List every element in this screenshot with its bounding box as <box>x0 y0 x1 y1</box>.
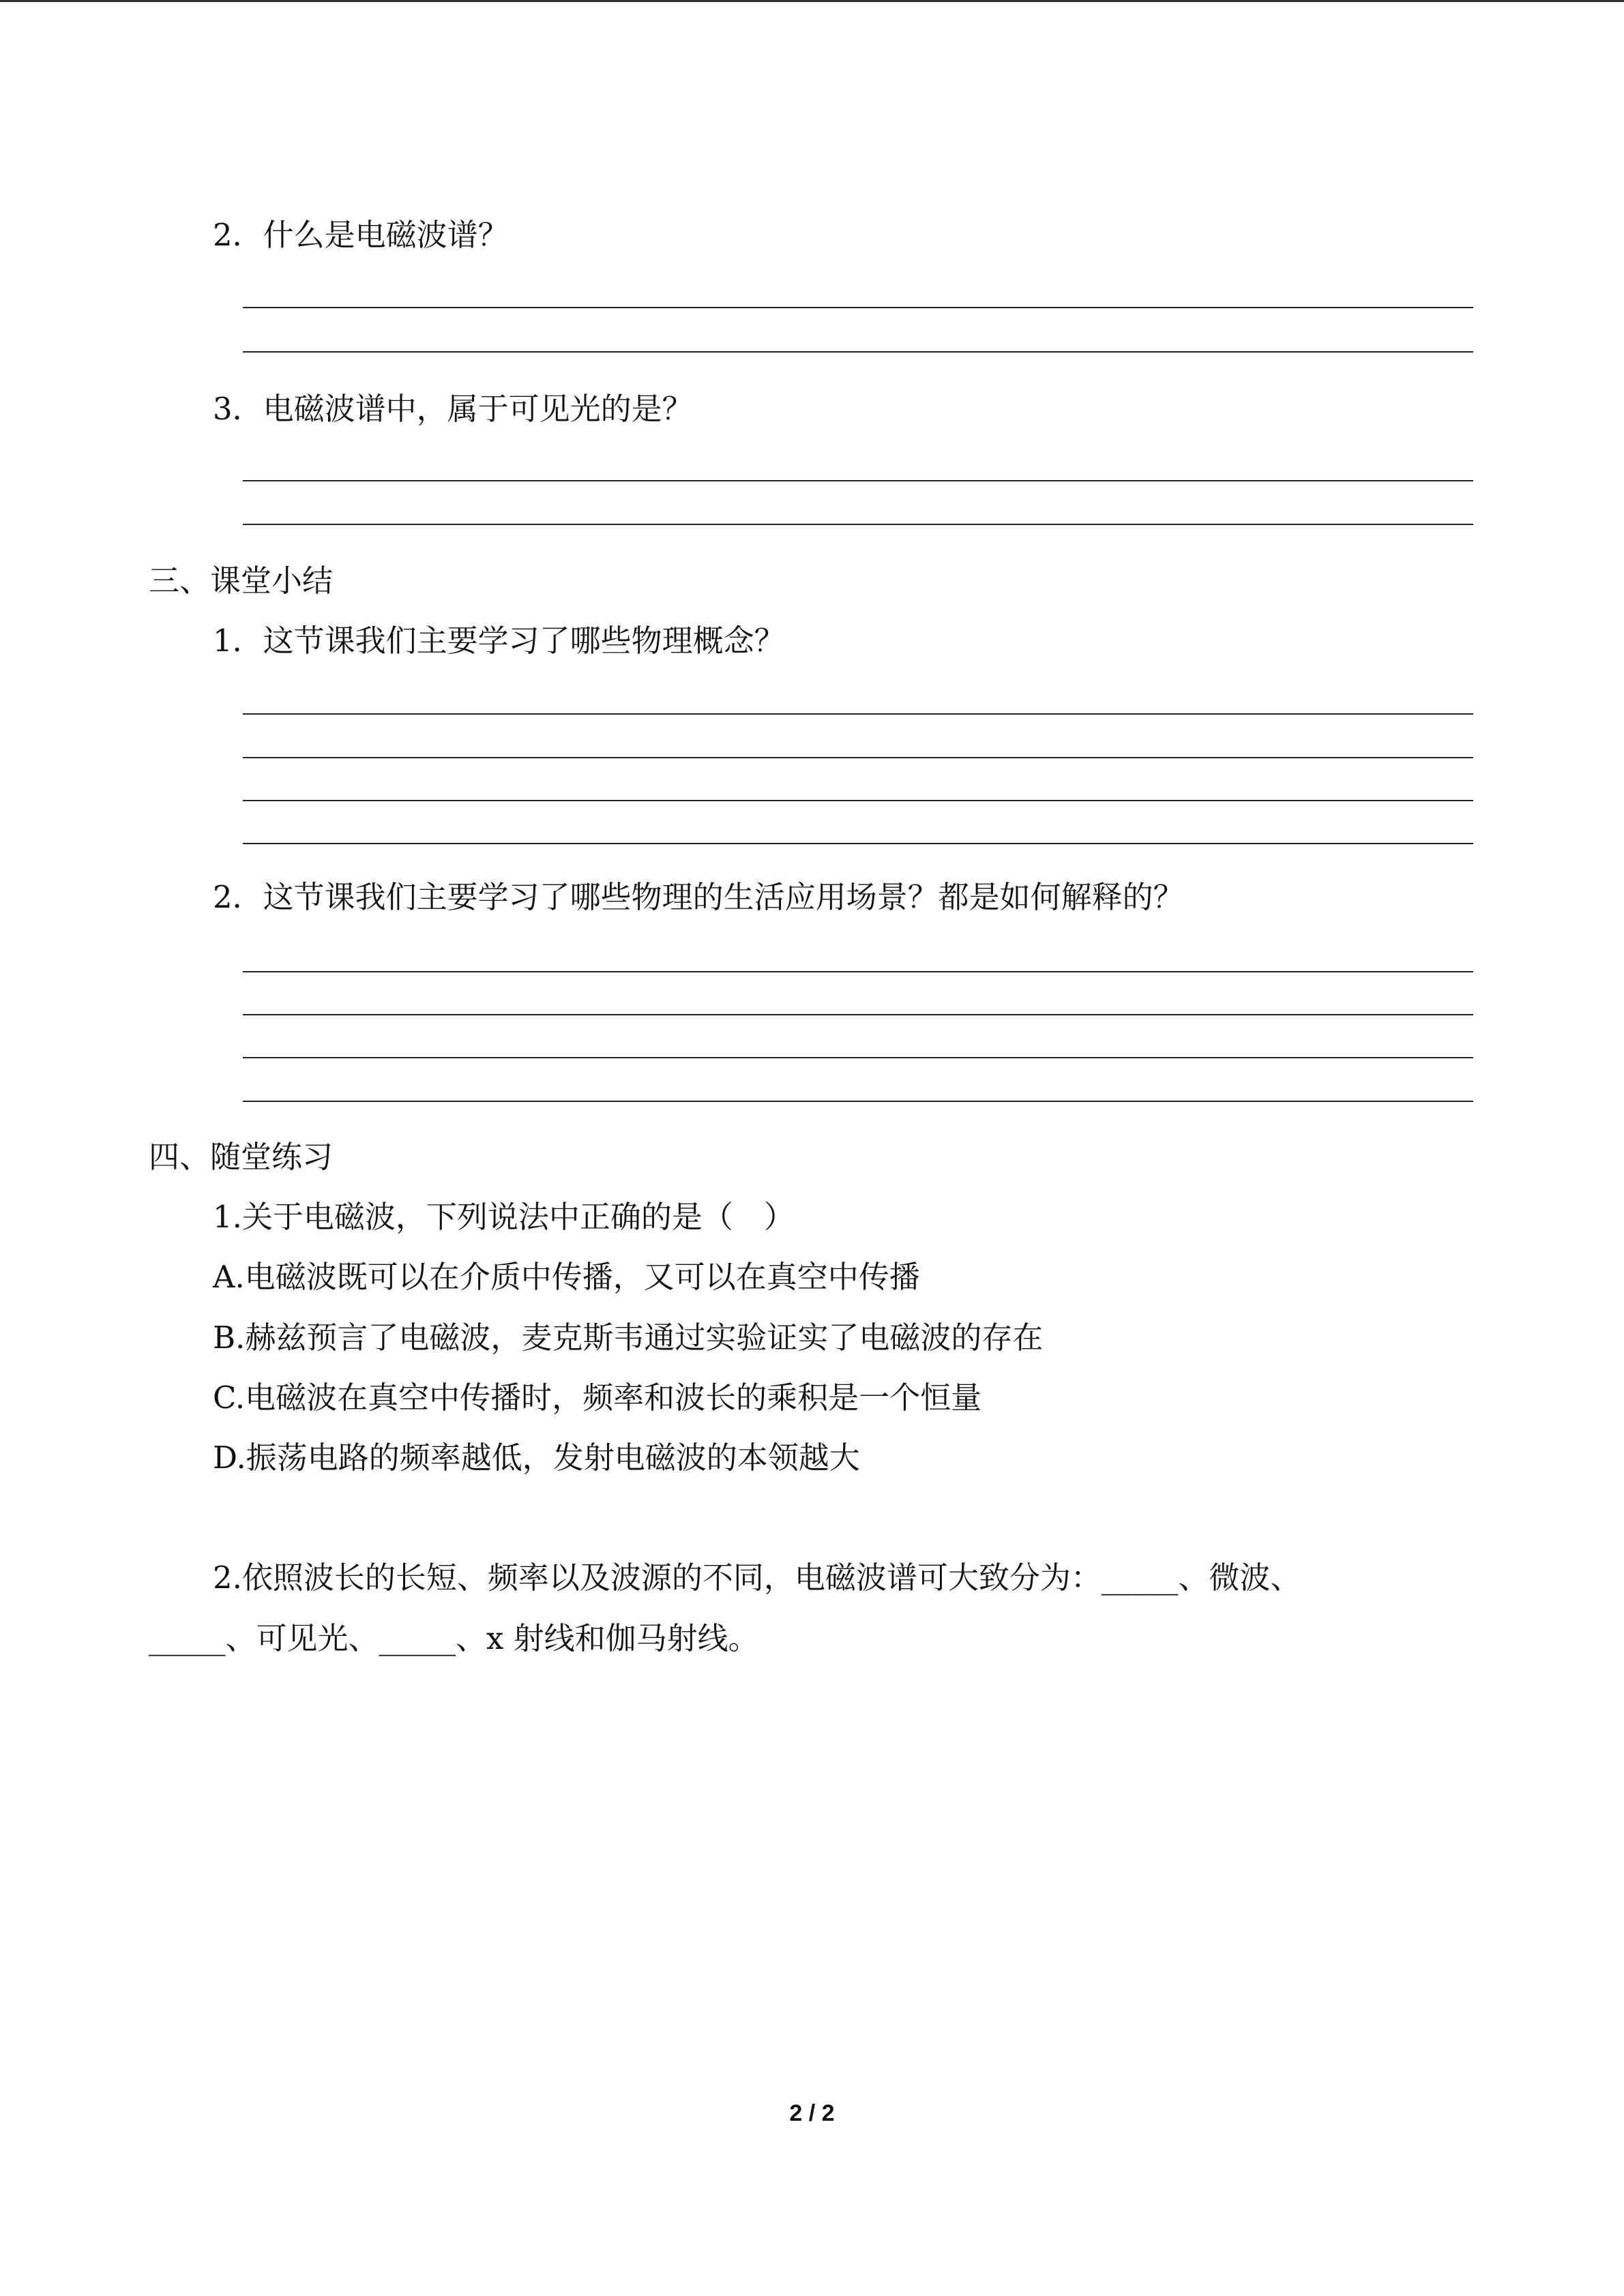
answer-line[interactable] <box>243 1057 1473 1058</box>
answer-line[interactable] <box>243 307 1473 308</box>
answer-line[interactable] <box>243 971 1473 972</box>
option-a[interactable]: A.电磁波既可以在介质中传播，又可以在真空中传播 <box>213 1259 920 1295</box>
answer-line[interactable] <box>243 480 1473 481</box>
answer-line[interactable] <box>243 713 1473 715</box>
answer-line[interactable] <box>243 524 1473 525</box>
section-heading-practice: 四、随堂练习 <box>149 1139 334 1175</box>
answer-line[interactable] <box>243 1014 1473 1015</box>
answer-line[interactable] <box>243 351 1473 353</box>
question-3-text: 3．电磁波谱中，属于可见光的是？ <box>213 391 693 427</box>
section-heading-summary: 三、课堂小结 <box>149 563 334 599</box>
practice-question-1-stem: 1.关于电磁波，下列说法中正确的是（ ） <box>213 1199 795 1235</box>
top-border <box>0 0 1624 2</box>
answer-line[interactable] <box>243 1101 1473 1102</box>
option-b[interactable]: B.赫兹预言了电磁波，麦克斯韦通过实验证实了电磁波的存在 <box>213 1320 1044 1356</box>
answer-line[interactable] <box>243 843 1473 844</box>
practice-question-2-line-2: _____、可见光、_____、x 射线和伽马射线。 <box>149 1620 759 1656</box>
option-d[interactable]: D.振荡电路的频率越低，发射电磁波的本领越大 <box>213 1440 860 1476</box>
question-2-text: 2．什么是电磁波谱？ <box>213 217 509 253</box>
summary-question-1: 1．这节课我们主要学习了哪些物理概念？ <box>213 623 785 659</box>
page-number: 2 / 2 <box>789 2100 835 2126</box>
practice-question-2-line-1: 2.依照波长的长短、频率以及波源的不同，电磁波谱可大致分为：_____、微波、 <box>213 1560 1301 1596</box>
answer-line[interactable] <box>243 800 1473 801</box>
summary-question-2: 2．这节课我们主要学习了哪些物理的生活应用场景？都是如何解释的？ <box>213 879 1184 915</box>
option-c[interactable]: C.电磁波在真空中传播时，频率和波长的乘积是一个恒量 <box>213 1380 982 1416</box>
answer-line[interactable] <box>243 757 1473 758</box>
